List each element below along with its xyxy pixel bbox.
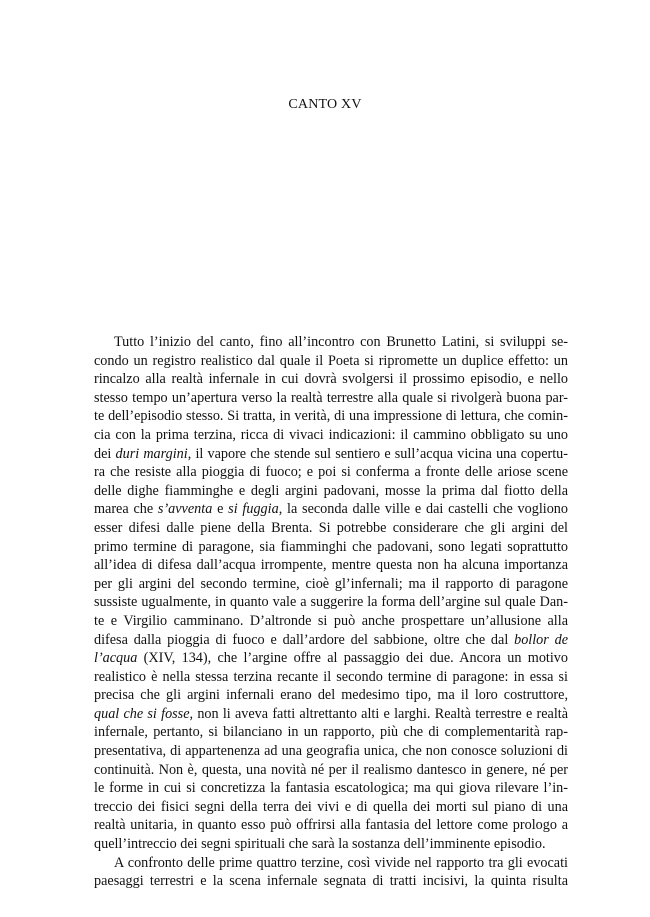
text-run: ra che resiste alla pioggia di fuoco; e poi si conferma a fronte delle ariose scene — [94, 464, 568, 481]
text-line — [94, 723, 568, 742]
text-line — [94, 389, 568, 408]
text-line — [94, 575, 568, 594]
text-line — [94, 593, 568, 612]
text-run: A confronto delle prime quattro terzine, così vivide nel rapporto tra gli evocati — [114, 854, 568, 871]
text-run: difesa dalla pioggia di fuoco e dall’ardore del sabbione, oltre che dal — [94, 631, 515, 648]
text-line — [94, 816, 568, 835]
text-run: all’idea di difesa dall’acqua irrompente, mentre questa non ha alcuna importanza — [94, 557, 568, 574]
chapter-title: CANTO XV — [288, 97, 362, 112]
text-run: marea che — [94, 501, 158, 518]
text-run: (XIV, 134), che l’argine offre al passaggio dei due. Ancora un motivo — [137, 650, 568, 667]
text-run: presentativa, di appartenenza ad una geografia unica, che non conosce soluzioni di — [94, 743, 568, 760]
text-run: continuità. Non è, questa, una novità né per il realismo dantesco in genere, né per — [94, 761, 568, 778]
italic-quote: s’avventa — [157, 501, 213, 518]
text-run: precisa che gli argini infernali erano del medesimo tipo, ma il loro costruttore, — [94, 687, 568, 704]
text-line — [94, 631, 568, 650]
text-run: , la seconda dalle ville e dai castelli che vogliono — [278, 501, 568, 518]
italic-quote: l’acqua — [94, 650, 138, 667]
text-line — [94, 835, 568, 854]
text-run: , non li aveva fatti altrettanto alti e larghi. Realtà terrestre e realtà — [189, 705, 568, 722]
text-run: e — [212, 501, 229, 518]
text-line — [94, 742, 568, 761]
text-run: stesso tempo un’apertura verso la realtà terrestre alla quale si rivolgerà buona par- — [94, 389, 568, 406]
text-line — [94, 649, 568, 668]
text-line — [94, 445, 568, 464]
text-run: , il vapore che stende sul sentiero e sull’acqua vicina una copertu- — [187, 445, 568, 462]
text-line — [94, 538, 568, 557]
text-run: Tutto l’inizio del canto, fino all’incontro con Brunetto Latini, si sviluppi se- — [114, 334, 568, 350]
body-text — [94, 333, 568, 891]
text-run: esser difesi dalle piene della Brenta. Si potrebbe considerare che gli argini del — [94, 519, 568, 536]
text-line — [94, 854, 568, 873]
text-line — [94, 519, 568, 538]
text-line — [94, 779, 568, 798]
text-line — [94, 556, 568, 575]
text-run: infernale, pertanto, si bilanciano in un rapporto, più che di complementarità rap- — [94, 724, 568, 741]
text-run: per gli argini del secondo termine, cioè gl’infernali; ma il rapporto di paragone — [94, 575, 568, 592]
text-line — [94, 370, 568, 389]
text-run: realistico è nella stessa terzina recante il secondo termine di paragone: in essa si — [94, 668, 568, 685]
italic-quote: si fuggia — [228, 501, 279, 518]
text-run: treccio dei fisici segni della terra dei vivi e di quella dei morti sul piano di una — [94, 798, 568, 815]
text-line — [94, 407, 568, 426]
text-run: te e Virgilio camminano. D’altronde si può anche prospettare un’allusione alla — [94, 612, 568, 629]
text-run: delle dighe fiamminghe e degli argini padovani, mosse la prima dal fiotto della — [94, 482, 568, 499]
italic-quote: bollor de — [514, 631, 568, 648]
text-line — [94, 761, 568, 780]
text-run: paesaggi terrestri e la scena infernale segnata di tratti incisivi, la quinta risulta — [94, 873, 568, 890]
text-line — [94, 500, 568, 519]
text-run: dei — [94, 445, 116, 462]
text-line — [94, 798, 568, 817]
text-line — [94, 426, 568, 445]
text-run: te dell’episodio stesso. Si tratta, in verità, di una impressione di lettura, che comin- — [94, 408, 568, 425]
text-run: primo termine di paragone, sia fiamminghi che padovani, sono legati soprattutto — [94, 538, 568, 555]
text-run: le forme in cui si concretizza la fantasia escatologica; ma qui giova rilevare l’in- — [94, 780, 568, 797]
text-line — [94, 872, 568, 891]
text-line — [94, 612, 568, 631]
italic-quote: duri margini — [115, 445, 188, 462]
text-line — [94, 668, 568, 687]
text-line — [94, 686, 568, 705]
text-run: rincalzo alla realtà infernale in cui dovrà svolgersi il prossimo episodio, e nello — [94, 371, 568, 388]
text-run: sussiste ugualmente, in quanto vale a suggerire la forma dell’argine sul quale Dan- — [94, 594, 568, 611]
text-line — [94, 352, 568, 371]
text-run: quell’intreccio dei segni spirituali che sarà la sostanza dell’imminente episodio. — [94, 836, 546, 853]
text-line — [94, 705, 568, 724]
text-line — [94, 333, 568, 352]
text-line — [94, 482, 568, 501]
text-run: cia con la prima terzina, ricca di vivaci indicazioni: il cammino obbligato su uno — [94, 426, 568, 443]
text-line — [94, 463, 568, 482]
italic-quote: qual che si fosse — [94, 705, 190, 722]
text-run: realtà unitaria, in quanto esso può offrirsi alla fantasia del lettore come prologo a — [94, 817, 568, 834]
text-run: condo un registro realistico dal quale il Poeta si ripromette un duplice effetto: un — [94, 352, 568, 369]
